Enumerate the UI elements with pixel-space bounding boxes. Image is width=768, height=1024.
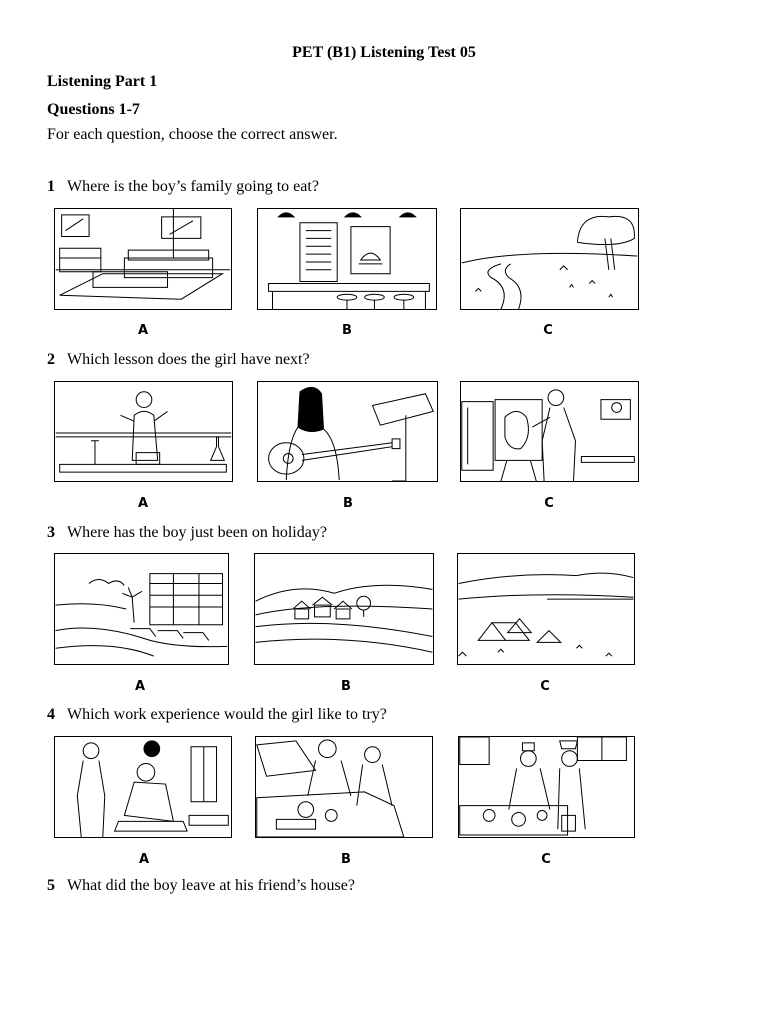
question-1 xyxy=(47,178,319,196)
question-number: 2 xyxy=(47,351,55,368)
questions-heading: Questions 1-7 xyxy=(47,101,140,118)
document-title: PET (B1) Listening Test 05 xyxy=(292,44,476,61)
option-label-a: A xyxy=(137,496,149,511)
question-text: Which work experience would the girl like to try? xyxy=(67,706,387,723)
question-4 xyxy=(47,706,387,724)
option-label-b: B xyxy=(341,852,351,867)
question-text: Which lesson does the girl have next? xyxy=(67,351,310,368)
countryside-picture[interactable] xyxy=(460,208,639,310)
option-label-c: C xyxy=(544,496,554,511)
option-label-a: A xyxy=(134,679,146,694)
option-label-c: C xyxy=(543,323,553,338)
question-3 xyxy=(47,524,327,542)
option-label-b: B xyxy=(342,323,352,338)
question-text: Where is the boy’s family going to eat? xyxy=(67,178,319,195)
science-lab-picture[interactable] xyxy=(54,381,233,482)
beach-hotel-picture[interactable] xyxy=(54,553,229,665)
question-2 xyxy=(47,351,310,369)
village-hills-picture[interactable] xyxy=(254,553,434,665)
option-label-b: B xyxy=(341,679,351,694)
tents-field-picture[interactable] xyxy=(457,553,635,665)
option-label-a: A xyxy=(138,852,150,867)
question-text: Where has the boy just been on holiday? xyxy=(67,524,327,541)
question-text: What did the boy leave at his friend’s house? xyxy=(67,877,355,894)
restaurant-kitchen-picture[interactable] xyxy=(458,736,635,838)
part-heading: Listening Part 1 xyxy=(47,73,158,90)
instruction-text: For each question, choose the correct answer. xyxy=(47,126,338,143)
question-5 xyxy=(47,877,355,895)
girl-guitar-picture[interactable] xyxy=(257,381,438,482)
question-number: 4 xyxy=(47,706,55,723)
option-label-b: B xyxy=(343,496,353,511)
painting-portrait-picture[interactable] xyxy=(460,381,639,482)
option-label-c: C xyxy=(540,679,550,694)
option-label-a: A xyxy=(137,323,149,338)
option-label-c: C xyxy=(541,852,551,867)
fast-food-restaurant-picture[interactable] xyxy=(257,208,437,310)
car-mechanics-picture[interactable] xyxy=(255,736,433,838)
question-number: 1 xyxy=(47,178,55,195)
question-number: 5 xyxy=(47,877,55,894)
living-room-picture[interactable] xyxy=(54,208,232,310)
hair-salon-picture[interactable] xyxy=(54,736,232,838)
question-number: 3 xyxy=(47,524,55,541)
